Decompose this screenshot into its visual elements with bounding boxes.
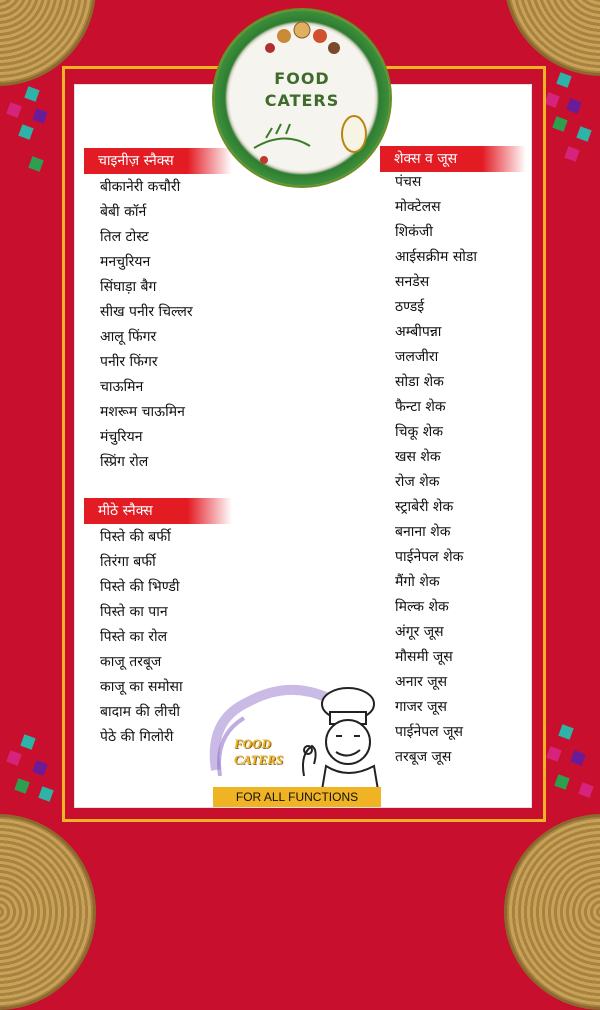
list-item: मिल्क शेक xyxy=(395,599,449,615)
list-item: काजू का समोसा xyxy=(100,679,183,695)
list-item: आईसक्रीम सोडा xyxy=(395,249,478,265)
list-item: गाजर जूस xyxy=(395,699,447,715)
list-item: मंचुरियन xyxy=(100,429,143,445)
list-item: फैन्टा शेक xyxy=(395,399,446,415)
list-item: मोक्टेलस xyxy=(395,199,441,215)
logo-text-line2: CATERS xyxy=(234,752,284,767)
list-item: मशरूम चाऊमिन xyxy=(100,404,185,420)
sweet-snacks-list xyxy=(100,525,183,750)
list-item: स्प्रिंग रोल xyxy=(100,454,149,470)
list-item: चाऊमिन xyxy=(100,379,144,395)
list-item: पंचस xyxy=(395,174,422,190)
list-item: मैंगो शेक xyxy=(395,574,440,590)
list-item: सोडा शेक xyxy=(395,374,444,390)
list-item: पाईनेपल शेक xyxy=(395,549,464,565)
section-title-chinese-snacks: चाइनीज़ स्नैक्स xyxy=(84,148,232,174)
chef-icon xyxy=(208,680,388,790)
list-item: बनाना शेक xyxy=(395,524,451,540)
section-title-shakes-juices: शेक्स व जूस xyxy=(380,146,526,172)
list-item: पिस्ते की बर्फी xyxy=(100,529,171,545)
list-item: पिस्ते का पान xyxy=(100,604,168,620)
decor-mat-bottom-right xyxy=(504,814,600,1010)
decor-mat-bottom-left xyxy=(0,814,96,1010)
tagline-banner: FOR ALL FUNCTIONS xyxy=(213,787,381,807)
list-item: चिकू शेक xyxy=(395,424,443,440)
list-item: बेबी कॉर्न xyxy=(100,204,147,220)
list-item: मनचुरियन xyxy=(100,254,151,270)
list-item: आलू फिंगर xyxy=(100,329,157,345)
list-item: पेठे की गिलोरी xyxy=(100,729,174,745)
list-item: ठण्डई xyxy=(395,299,425,315)
plate-title-line2: CATERS xyxy=(264,91,340,110)
chef-mascot xyxy=(208,680,388,790)
list-item: अनार जूस xyxy=(395,674,448,690)
shakes-juices-list xyxy=(395,170,477,770)
list-item: पाईनेपल जूस xyxy=(395,724,463,740)
list-item: सीख पनीर चिल्लर xyxy=(100,304,193,320)
list-item: स्ट्राबेरी शेक xyxy=(395,499,454,515)
list-item: सिंघाड़ा बैग xyxy=(100,279,157,295)
list-item: सनडेस xyxy=(395,274,430,290)
list-item: तरबूज जूस xyxy=(395,749,452,765)
plate-logo xyxy=(212,8,392,188)
list-item: अंगूर जूस xyxy=(395,624,444,640)
list-item: पनीर फिंगर xyxy=(100,354,158,370)
section-title-sweet-snacks: मीठे स्नैक्स xyxy=(84,498,232,524)
list-item: रोज शेक xyxy=(395,474,440,490)
list-item: खस शेक xyxy=(395,449,441,465)
list-item: मौसमी जूस xyxy=(395,649,453,665)
list-item: तिरंगा बर्फी xyxy=(100,554,156,570)
list-item: बादाम की लीची xyxy=(100,704,180,720)
logo-text-line1: FOOD xyxy=(234,736,271,751)
list-item: पिस्ते का रोल xyxy=(100,629,168,645)
list-item: पिस्ते की भिण्डी xyxy=(100,579,180,595)
list-item: जलजीरा xyxy=(395,349,439,365)
plate-title-line1: FOOD xyxy=(274,69,330,88)
decor-mat-top-right xyxy=(504,0,600,76)
list-item: बीकानेरी कचौरी xyxy=(100,179,181,195)
chinese-snacks-list xyxy=(100,175,193,475)
list-item: अम्बीपन्ना xyxy=(395,324,442,340)
list-item: काजू तरबूज xyxy=(100,654,162,670)
list-item: शिकंजी xyxy=(395,224,433,240)
list-item: तिल टोस्ट xyxy=(100,229,149,245)
